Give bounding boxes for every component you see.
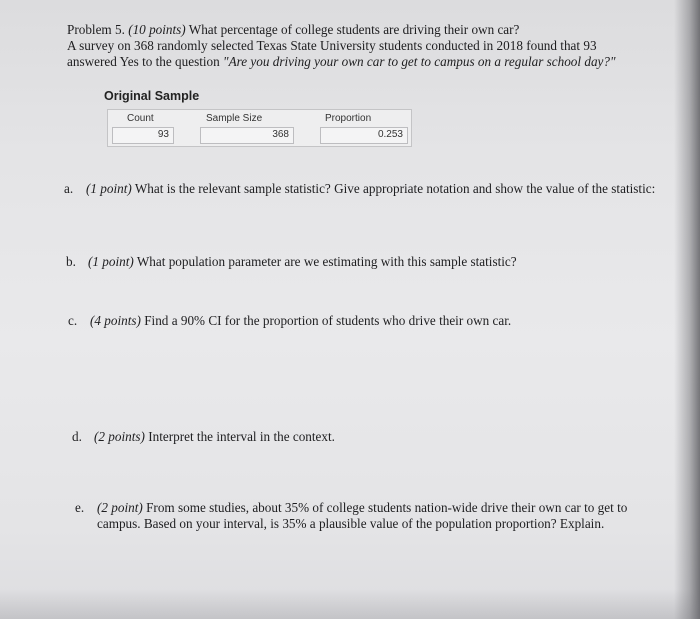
- sample-size-value-box: [200, 127, 294, 144]
- part-b-text: What population parameter are we estimating with this sample statistic?: [136, 254, 517, 269]
- part-e-label: e.: [75, 500, 85, 515]
- part-c-points: (4 points): [90, 313, 141, 328]
- part-a: [64, 181, 655, 197]
- part-c-text: Find a 90% CI for the proportion of students who drive their own car.: [144, 313, 512, 328]
- part-b-points: (1 point): [88, 254, 134, 269]
- problem-question: What percentage of college students are driving their own car?: [188, 22, 520, 37]
- part-a-label: a.: [64, 181, 74, 196]
- part-e-points: (2 point): [97, 500, 143, 515]
- problem-label: Problem 5.: [67, 22, 125, 37]
- quoted-question: "Are you driving your own car to get to campus on a regular school day?": [223, 54, 616, 69]
- sample-size-value: 368: [272, 129, 289, 140]
- part-c-label: c.: [68, 313, 78, 328]
- proportion-value-box: [320, 127, 408, 144]
- sample-size-header: Sample Size: [206, 113, 263, 124]
- proportion-value: 0.253: [377, 129, 403, 140]
- part-e: [75, 500, 627, 516]
- part-d: [72, 429, 335, 445]
- part-e-text: From some studies, about 35% of college students nation-wide drive their own car to get to: [146, 500, 628, 515]
- problem-header: [67, 22, 519, 38]
- original-sample-table: [107, 109, 412, 147]
- part-d-label: d.: [72, 429, 82, 444]
- problem-intro: A survey on 368 randomly selected Texas State University students conducted in 2018 found that 93: [67, 38, 597, 53]
- part-b-label: b.: [66, 254, 76, 269]
- part-a-text: What is the relevant sample statistic? Give appropriate notation and show the value of the statistic:: [134, 181, 656, 196]
- count-value-box: [112, 127, 174, 144]
- part-d-points: (2 points): [94, 429, 145, 444]
- proportion-header: Proportion: [325, 113, 372, 124]
- problem-points: (10 points): [128, 22, 186, 37]
- page-edge-shadow: [674, 0, 700, 619]
- part-b: [66, 254, 517, 270]
- question-prefix: answered Yes to the question: [67, 54, 220, 69]
- original-sample-heading: Original Sample: [104, 89, 200, 103]
- problem-question-line: [67, 54, 616, 70]
- page-bottom-shadow: [0, 589, 700, 619]
- part-d-text: Interpret the interval in the context.: [148, 429, 335, 444]
- part-e-text-line2: campus. Based on your interval, is 35% a plausible value of the population proportion? Explain.: [97, 516, 605, 531]
- count-header: Count: [127, 113, 154, 124]
- count-value: 93: [157, 129, 169, 140]
- part-c: [68, 313, 511, 329]
- part-a-points: (1 point): [86, 181, 132, 196]
